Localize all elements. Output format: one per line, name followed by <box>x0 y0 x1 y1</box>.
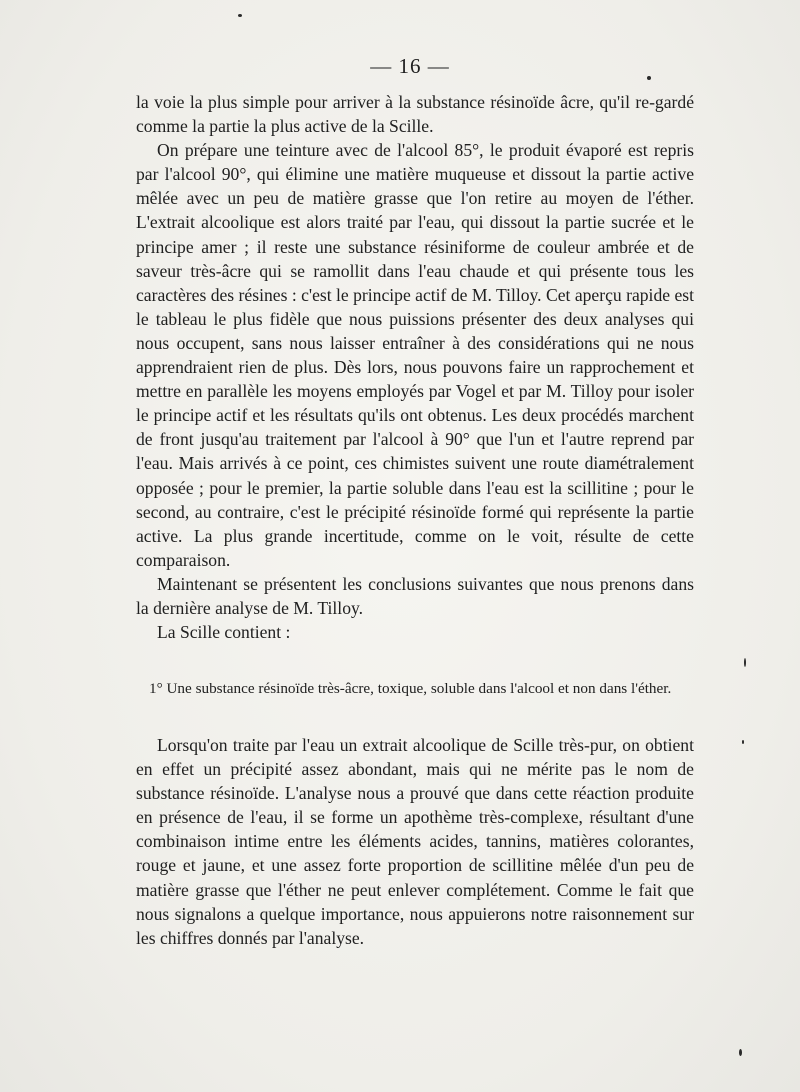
page-number: — 16 — <box>370 54 450 78</box>
print-speck <box>238 14 242 17</box>
paragraph-preparation: On prépare une teinture avec de l'alcool 85°, le produit évaporé est repris par l'alcool 90°, qui élimine une matière muqueuse et dissout la partie active mêlée avec un peu de matière grasse que l'on retire au moyen de l'éther. L'extrait alcoolique est alors traité par l'eau, qui dissout la partie sucrée et le principe amer ; il reste une substance résiniforme de couleur ambrée et de saveur très-âcre qui se ramollit dans l'eau chaude et qui présente tous les caractères des résines : c'est le principe actif de M. Tilloy. Cet aperçu rapide est le tableau le plus fidèle que nous puissions présenter des deux analyses qui nous occupent, sans nous laisser entraîner à des considérations qui ne nous apprendraient rien de plus. Dès lors, nous pouvons faire un rapprochement et mettre en parallèle les moyens employés par Vogel et par M. Tilloy pour isoler le principe actif et les résultats qu'ils ont obtenus. Les deux procédés marchent de front jusqu'au traitement par l'alcool à 90° que l'un et l'autre reprend par l'eau. Mais arrivés à ce point, ces chimistes suivent une route diamétralement opposée ; pour le premier, la partie soluble dans l'eau est la scillitine ; pour le second, au contraire, c'est le précipité résinoïde formé qui représente la partie active. La plus grande incertitude, comme on le voit, résulte de cette comparaison. <box>136 140 694 570</box>
print-speck <box>744 658 746 667</box>
main-text-block <box>136 90 694 644</box>
numbered-item-1: 1° Une substance résinoïde très-âcre, toxique, soluble dans l'alcool et non dans l'éther. <box>149 680 672 697</box>
print-speck <box>739 1049 742 1056</box>
paragraph-conclusions: Maintenant se présentent les conclusions suivantes que nous prenons dans la dernière analyse de M. Tilloy. <box>136 573 694 618</box>
discussion-text-block <box>136 733 694 950</box>
print-speck <box>742 740 744 744</box>
paragraph-discussion: Lorsqu'on traite par l'eau un extrait alcoolique de Scille très-pur, on obtient en effet un précipité assez abondant, mais qui ne mérite pas le nom de substance résinoïde. L'analyse nous a prouvé que dans cette réaction produite en présence de l'eau, il se forme un apothème très-complexe, résultant d'une combinaison intime entre les éléments acides, tannins, matières colorantes, rouge et jaune, et une assez forte proportion de scillitine mêlée d'un peu de matière grasse que l'éther ne peut enlever complétement. Comme le fait que nous signalons a quelque importance, nous appuierons notre raisonnement sur les chiffres donnés par l'analyse. <box>136 735 694 948</box>
print-speck <box>647 76 651 80</box>
paragraph-scille-contient: La Scille contient : <box>157 622 291 643</box>
paragraph-continuation: la voie la plus simple pour arriver à la substance résinoïde âcre, qu'il re-gardé comme la partie la plus active de la Scille. <box>136 92 694 137</box>
numbered-item-block <box>136 678 694 699</box>
